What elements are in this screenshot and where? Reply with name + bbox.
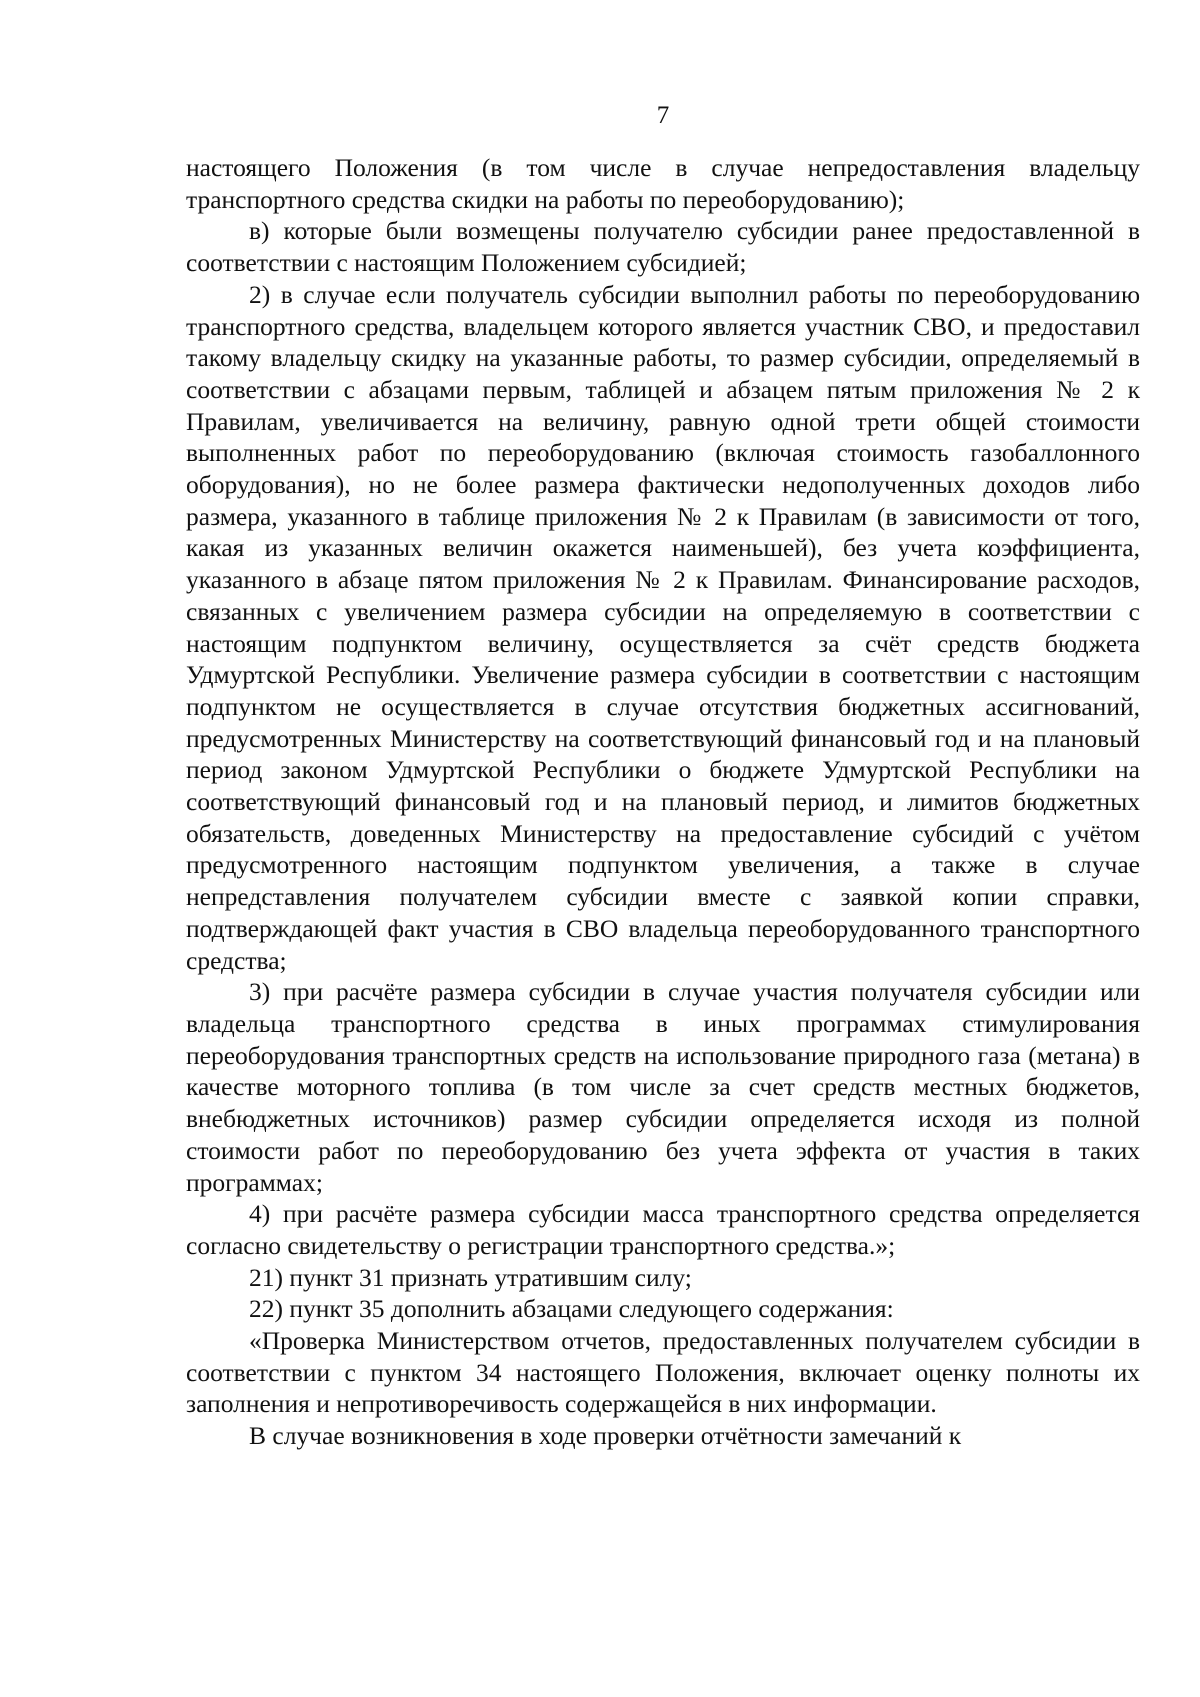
paragraph-item-4: 4) при расчёте размера субсидии масса транспортного средства определяется согласно свидетельству о регистрации транспортного средства.»;: [186, 1199, 1140, 1260]
paragraph-quoted-remarks: В случае возникновения в ходе проверки отчётности замечаний к: [249, 1421, 962, 1451]
page-number: 7: [656, 102, 670, 129]
paragraph-item-v: в) которые были возмещены получателю субсидии ранее предоставленной в соответствии с настоящим Положением субсидией;: [186, 216, 1140, 278]
paragraph-continuation: настоящего Положения (в том числе в случае непредоставления владельцу транспортного средства скидки на работы по переоборудованию);: [186, 153, 1140, 214]
paragraph-item-3: 3) при расчёте размера субсидии в случае участия получателя субсидии или владельца транспортного средства в иных программах стимулирования переоборудования транспортных средств на использование природного газа (метана) в качестве моторного топлива (в том числе за счет средств местных бюджетов, внебюджетных источников) размер субсидии определяется исходя из полной стоимости работ по переоборудованию без учета эффекта от участия в таких программах;: [186, 977, 1140, 1197]
paragraph-quoted-check: «Проверка Министерством отчетов, предоставленных получателем субсидии в соответствии с пунктом 34 настоящего Положения, включает оценку полноты их заполнения и непротиворечивость содержащейся в них информации.: [186, 1326, 1140, 1419]
paragraph-item-22: 22) пункт 35 дополнить абзацами следующего содержания:: [249, 1294, 894, 1324]
paragraph-item-21: 21) пункт 31 признать утратившим силу;: [249, 1262, 692, 1292]
paragraph-item-2: 2) в случае если получатель субсидии выполнил работы по переоборудованию транспортного средства, владельцем которого является участник СВО, и предоставил такому владельцу скидку на указанные работы, то размер субсидии, определяемый в соответствии с абзацами первым, таблицей и абзацем пятым приложения № 2 к Правилам, увеличивается на величину, равную одной трети общей стоимости выполненных работ по переоборудованию (включая стоимость газобаллонного оборудования), но не более размера фактически недополученных доходов либо размера, указанного в таблице приложения № 2 к Правилам (в зависимости от того, какая из указанных величин окажется наименьшей), без учета коэффициента, указанного в абзаце пятом приложения № 2 к Правилам. Финансирование расходов, связанных с увеличением размера субсидии на определяемую в соответствии с настоящим подпунктом величину, осуществляется за счёт средств бюджета Удмуртской Республики. Увеличение размера субсидии в соответствии с настоящим подпунктом не осуществляется в случае отсутствия бюджетных ассигнований, предусмотренных Министерству на соответствующий финансовый год и на плановый период законом Удмуртской Республики о бюджете Удмуртской Республики на соответствующий финансовый год и на плановый период, и лимитов бюджетных обязательств, доведенных Министерству на предоставление субсидий с учётом предусмотренного настоящим подпунктом увеличения, а также в случае непредставления получателем субсидии вместе с заявкой копии справки, подтверждающей факт участия в СВО владельца переоборудованного транспортного средства;: [186, 279, 1140, 975]
